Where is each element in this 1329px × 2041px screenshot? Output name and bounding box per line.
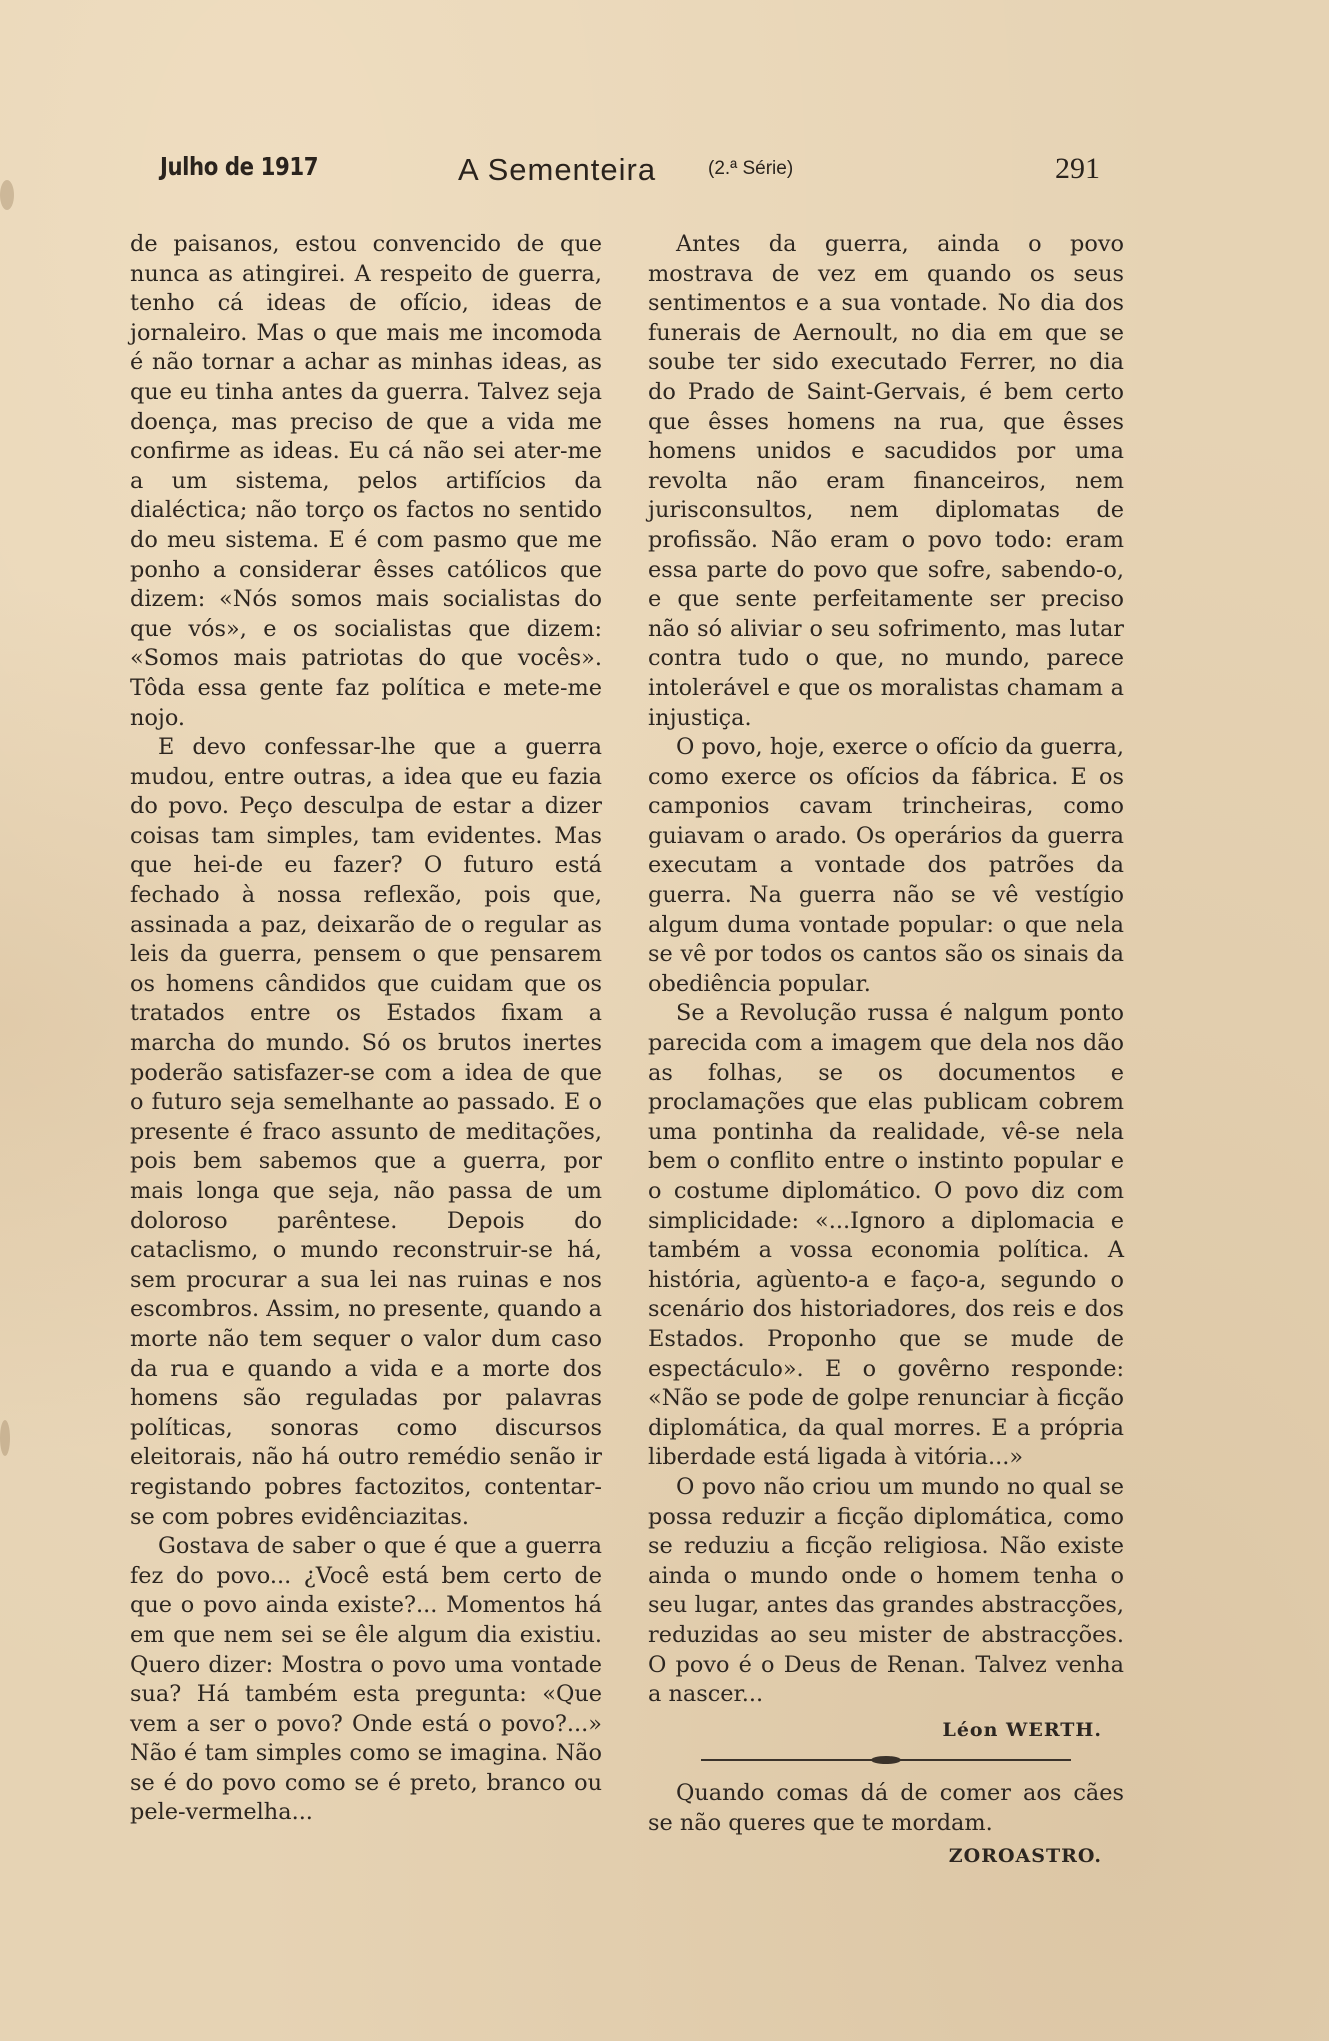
page-header	[160, 152, 1100, 192]
paragraph: O povo, hoje, exerce o ofício da guerra, como exerce os ofícios da fábrica. E os camponios cavam trincheiras, como guiavam o arado. Os operários da guerra executam a vontade dos patrões da guerra. Na guerra não se vê vestígio algum duma vontade popular: o que nela se vê por todos os cantos são os sinais da obediência popular.	[648, 734, 1124, 997]
series-label: (2.ª Série)	[708, 158, 794, 179]
paper-stain	[0, 1420, 10, 1456]
issue-date: Julho de 1917	[160, 152, 319, 181]
paragraph: Se a Revolução russa é nalgum ponto parecida com a imagem que dela nos dão as folhas, se os documentos e proclamações que elas publicam cobrem uma pontinha da realidade, vê-se nela bem o conflito entre o instinto popular e o costume diplomático. O povo diz com simplicidade: «...Ignoro a diplomacia e também a vossa economia política. A história, agùento-a e faço-a, segundo o scenário dos historiadores, dos reis e dos Estados. Proponho que se mude de espectáculo». E o govêrno responde: «Não se pode de golpe renunciar à ficção diplomática, da qual morres. E a própria liberdade está ligada à vitória...»	[648, 1000, 1124, 1471]
page-number: 291	[1055, 152, 1100, 185]
paragraph: O povo não criou um mundo no qual se possa reduzir a ficção diplomática, como se reduziu a ficção religiosa. Não existe ainda o mundo onde o homem tenha o seu lugar, antes das grandes abstracções, reduzidas ao seu mister de abstracções. O povo é o Deus de Renan. Talvez venha a nascer...	[648, 1473, 1124, 1708]
epigraph-quote: Quando comas dá de comer aos cães se não queres que te mordam.	[648, 1780, 1124, 1836]
paragraph: de paisanos, estou convencido de que nunca as atingirei. A respeito de guerra, tenho cá ideas de ofício, ideas de jornaleiro. Mas o que mais me incomoda é não tornar a achar as minhas ideas, as que eu tinha antes da guerra. Talvez seja doença, mas preciso de que a vida me confirme as ideas. Eu cá não sei ater-me a um sistema, pelos artifícios da dialéctica; não torço os factos no sentido do meu sistema. E é com pasmo que me ponho a considerar êsses católicos que dizem: «Nós somos mais socialistas do que vós», e os socialistas que dizem: «Somos mais patriotas do que vocês». Tôda essa gente faz política e mete-me nojo.	[130, 231, 602, 731]
journal-title: A Sementeira	[458, 152, 657, 187]
separator-ornament	[701, 1759, 1071, 1761]
author-signature: Léon WERTH.	[942, 1718, 1102, 1741]
paragraph: Antes da guerra, ainda o povo mostrava de vez em quando os seus sentimentos e a sua vontade. No dia dos funerais de Aernoult, no dia em que se soube ter sido executado Ferrer, no dia do Prado de Saint-Gervais, é bem certo que êsses homens na rua, que êsses homens unidos e sacudidos por uma revolta não eram financeiros, nem jurisconsultos, nem diplomatas de profissão. Não eram o povo todo: eram essa parte do povo que sofre, sabendo-o, e que sente perfeitamente ser preciso não só aliviar o seu sofrimento, mas lutar contra tudo o que, no mundo, parece intolerável e que os moralistas chamam a injustiça.	[648, 231, 1124, 731]
paper-stain	[0, 180, 14, 210]
right-column	[648, 230, 1124, 1872]
left-column	[130, 230, 602, 1828]
quote-author: ZOROASTRO.	[948, 1845, 1102, 1868]
paragraph: E devo confessar-lhe que a guerra mudou, entre outras, a idea que eu fazia do povo. Peço desculpa de estar a dizer coisas tam simples, tam evidentes. Mas que hei-de eu fazer? O futuro está fechado à nossa reflexão, pois que, assinada a paz, deixarão de o regular as leis da guerra, pensem o que pensarem os homens cândidos que cuidam que os tratados entre os Estados fixam a marcha do mundo. Só os brutos inertes poderão satisfazer-se com a idea de que o futuro seja semelhante ao passado. E o presente é fraco assunto de meditações, pois bem sabemos que a guerra, por mais longa que seja, não passa de um doloroso parêntese. Depois do cataclismo, o mundo reconstruir-se há, sem procurar a sua lei nas ruinas e nos escombros. Assim, no presente, quando a morte não tem sequer o valor dum caso da rua e quando a vida e a morte dos homens são reguladas por palavras políticas, sonoras como discursos eleitorais, não há outro remédio senão ir registando pobres factozitos, contentar-se com pobres evidênciazitas.	[130, 734, 602, 1530]
paragraph: Gostava de saber o que é que a guerra fez do povo... ¿Você está bem certo de que o povo ainda existe?... Momentos há em que nem sei se êle algum dia existiu. Quero dizer: Mostra o povo uma vontade sua? Há também esta pregunta: «Que vem a ser o povo? Onde está o povo?...» Não é tam simples como se imagina. Não se é do povo como se é preto, branco ou pele-vermelha...	[130, 1533, 602, 1826]
